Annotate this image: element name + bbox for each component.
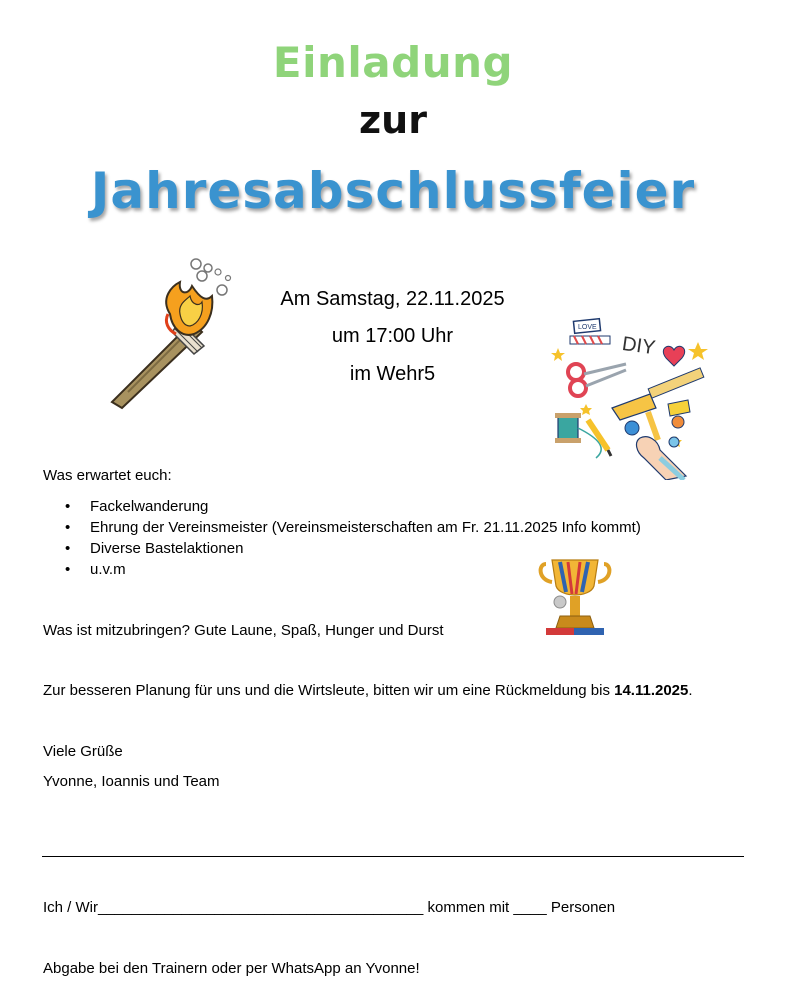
diy-crafts-icon: [548, 308, 716, 480]
feedback-text: [43, 682, 763, 699]
feedback-deadline: 14.11.2025: [614, 682, 689, 699]
expect-heading: Was erwartet euch:: [43, 467, 172, 484]
feedback-end: .: [688, 682, 693, 699]
title-zur: zur: [359, 98, 427, 142]
event-place: im Wehr5: [349, 363, 436, 385]
trophy-icon: [538, 556, 612, 638]
submit-note: Abgabe bei den Trainern oder per WhatsApp an Yvonne!: [43, 960, 420, 977]
feedback-body: Zur besseren Planung für uns und die Wirtsleute, bitten wir um eine Rückmeldung bis: [43, 682, 615, 699]
list-item: • u.v.m: [43, 559, 743, 580]
bring-text: Was ist mitzubringen? Gute Laune, Spaß, Hunger und Durst: [43, 622, 444, 639]
signature: Yvonne, Ioannis und Team: [43, 773, 220, 790]
cut-line-divider: [42, 856, 744, 857]
event-date: Am Samstag, 22.11.2025: [280, 288, 505, 310]
expect-list: [43, 496, 743, 580]
torch-icon: [108, 252, 238, 410]
greeting: Viele Grüße: [43, 743, 123, 760]
list-item: • Fackelwanderung: [43, 496, 743, 517]
diy-love-tag: LOVE: [578, 324, 597, 331]
title-jahresabschlussfeier: Jahresabschlussfeier: [90, 162, 696, 220]
list-item: • Ehrung der Vereinsmeister (Vereinsmeisterschaften am Fr. 21.11.2025 Info kommt): [43, 517, 743, 538]
title-einladung: Einladung: [272, 38, 514, 87]
rsvp-line: Ich / Wir_______________________________________ kommen mit ____ Personen: [43, 899, 616, 916]
diy-text: DIY: [620, 332, 657, 360]
event-time: um 17:00 Uhr: [331, 325, 454, 347]
list-item: • Diverse Bastelaktionen: [43, 538, 743, 559]
